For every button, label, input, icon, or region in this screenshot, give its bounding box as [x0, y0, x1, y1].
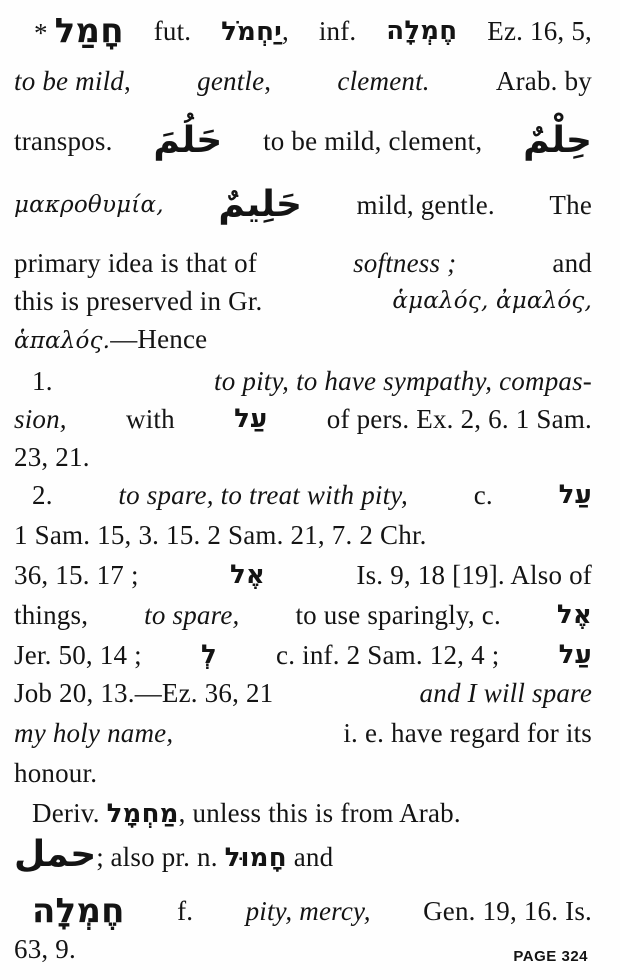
- sense-2-line-2: [14, 518, 592, 552]
- sense-2-prep-el: אֶל: [230, 560, 266, 590]
- inf-label: inf.: [318, 16, 357, 46]
- reference: Ez. 16, 5,: [487, 16, 592, 46]
- sense-1-line-1: [32, 364, 592, 398]
- sense-2-sparingly: to use sparingly, c.: [295, 600, 501, 630]
- transpos-label: transpos.: [14, 126, 113, 156]
- arabic-word-3: حَلِيمٌ: [218, 184, 302, 225]
- sense-2-line-5: [14, 638, 592, 672]
- sense-2-inf-ref: c. inf. 2 Sam. 12, 4 ;: [276, 640, 500, 670]
- entry-asterisk: *: [34, 18, 48, 48]
- sense-1-of-pers: of pers. Ex. 2, 6. 1 Sam.: [326, 404, 592, 434]
- gloss-mild: to be mild: [14, 66, 124, 96]
- sense-2-prep-le: לְ: [200, 640, 217, 670]
- sense-1-gloss: to pity, to have sympathy, compas-: [214, 366, 592, 396]
- deriv-line-2: [14, 834, 592, 875]
- sub-gender: f.: [177, 896, 194, 926]
- sense-2-number: 2.: [32, 480, 53, 510]
- sense-2-line-6: [14, 676, 592, 710]
- transpos-gloss: to be mild, clement,: [263, 126, 483, 156]
- greek-word-1: μακροθυμία,: [14, 192, 164, 218]
- headword: חָמַל: [54, 11, 124, 51]
- sense-1-number: 1.: [32, 366, 53, 396]
- sense-2-refs-a: 1 Sam. 15, 3. 15. 2 Sam. 21, 7. 2 Chr.: [14, 520, 427, 550]
- sense-2-line-1: [32, 478, 592, 512]
- hence-line: [14, 322, 592, 358]
- sense-2-spare-quote: and I will spare: [419, 678, 592, 708]
- deriv-and: and: [293, 842, 334, 872]
- primary-and: and: [552, 248, 592, 278]
- preserved-line: [14, 284, 592, 318]
- deriv-arabic: حمل: [14, 834, 97, 875]
- sense-2-prep-al: עַל: [558, 480, 592, 510]
- sense-2-line-8: [14, 756, 592, 790]
- greek-word-3: ἁπαλός.: [14, 328, 111, 354]
- sense-2-jer: Jer. 50, 14 ;: [14, 640, 142, 670]
- arab-lead: Arab. by: [495, 66, 592, 96]
- sub-gloss: pity, mercy,: [245, 896, 371, 926]
- the-word: The: [549, 190, 592, 220]
- greek-line: [14, 184, 592, 225]
- sub-refs-2: 63, 9.: [14, 934, 76, 964]
- sense-2-prep-al-2: עַל: [558, 640, 592, 670]
- primary-text: primary idea is that of: [14, 248, 258, 278]
- deriv-form: מַחְמָל: [106, 799, 179, 829]
- sub-headword: חֶמְלָה: [32, 891, 125, 931]
- sense-2-line-7: [14, 716, 592, 750]
- deriv-unless: , unless this is from Arab.: [178, 798, 461, 828]
- sense-2-refs-b: 36, 15. 17 ;: [14, 560, 139, 590]
- sense-1-refs: 23, 21.: [14, 442, 90, 472]
- arabic-word-1: حَلُمَ: [153, 120, 223, 161]
- sense-2-gloss: to spare, to treat with pity,: [118, 480, 408, 510]
- softness: softness ;: [353, 248, 457, 278]
- gloss-clement: clement.: [337, 66, 430, 96]
- deriv-also: ; also pr. n.: [96, 842, 218, 872]
- sense-2-prep-el-2: אֶל: [556, 600, 592, 630]
- mild-gloss: mild, gentle.: [356, 190, 495, 220]
- sense-1-gloss-cont: sion,: [14, 404, 67, 434]
- transpos-line: [14, 120, 592, 161]
- sense-2-regard: i. e. have regard for its: [343, 718, 592, 748]
- sub-entry-line-1: [32, 891, 592, 931]
- hence: —Hence: [110, 324, 208, 354]
- gloss-gentle: gentle: [197, 66, 265, 96]
- deriv-label: Deriv.: [32, 798, 100, 828]
- sense-1-line-2: [14, 402, 592, 436]
- entry-headline: * חָמַל fut. יַחְמֹל, inf. חֶמְלָה Ez. 16, 5,: [34, 11, 592, 51]
- deriv-line-1: [32, 796, 592, 831]
- page-number: PAGE 324: [513, 948, 588, 965]
- fut-label: fut.: [153, 16, 192, 46]
- sense-2-to-spare: to spare,: [144, 600, 240, 630]
- sense-2-job: Job 20, 13.—Ez. 36, 21: [14, 678, 274, 708]
- sense-2-things: things,: [14, 600, 89, 630]
- arabic-word-2: حِلْمٌ: [523, 120, 592, 161]
- primary-line: [14, 246, 592, 280]
- sense-2-refs-c: Is. 9, 18 [19]. Also of: [356, 560, 592, 590]
- sense-2-honour: honour.: [14, 758, 98, 788]
- sense-1-with: with: [126, 404, 175, 434]
- inf-form: חֶמְלָה: [386, 16, 458, 46]
- sub-refs: Gen. 19, 16. Is.: [423, 896, 592, 926]
- sense-2-c: c.: [473, 480, 493, 510]
- sense-2-line-3: [14, 558, 592, 592]
- fut-form: יַחְמֹל: [221, 17, 282, 47]
- sense-2-holy-name: my holy name,: [14, 718, 174, 748]
- gloss-line: to be mild, gentle, clement. Arab. by: [14, 66, 592, 96]
- deriv-name: חָמוּל: [224, 843, 287, 873]
- sub-entry-line-2: [14, 932, 592, 966]
- greek-word-2: ἁμαλός, ἀμαλός,: [392, 288, 592, 314]
- sense-1-prep: עַל: [234, 404, 268, 434]
- preserved-text: this is preserved in Gr.: [14, 286, 263, 316]
- sense-1-line-3: [14, 440, 592, 474]
- sense-2-line-4: [14, 598, 592, 632]
